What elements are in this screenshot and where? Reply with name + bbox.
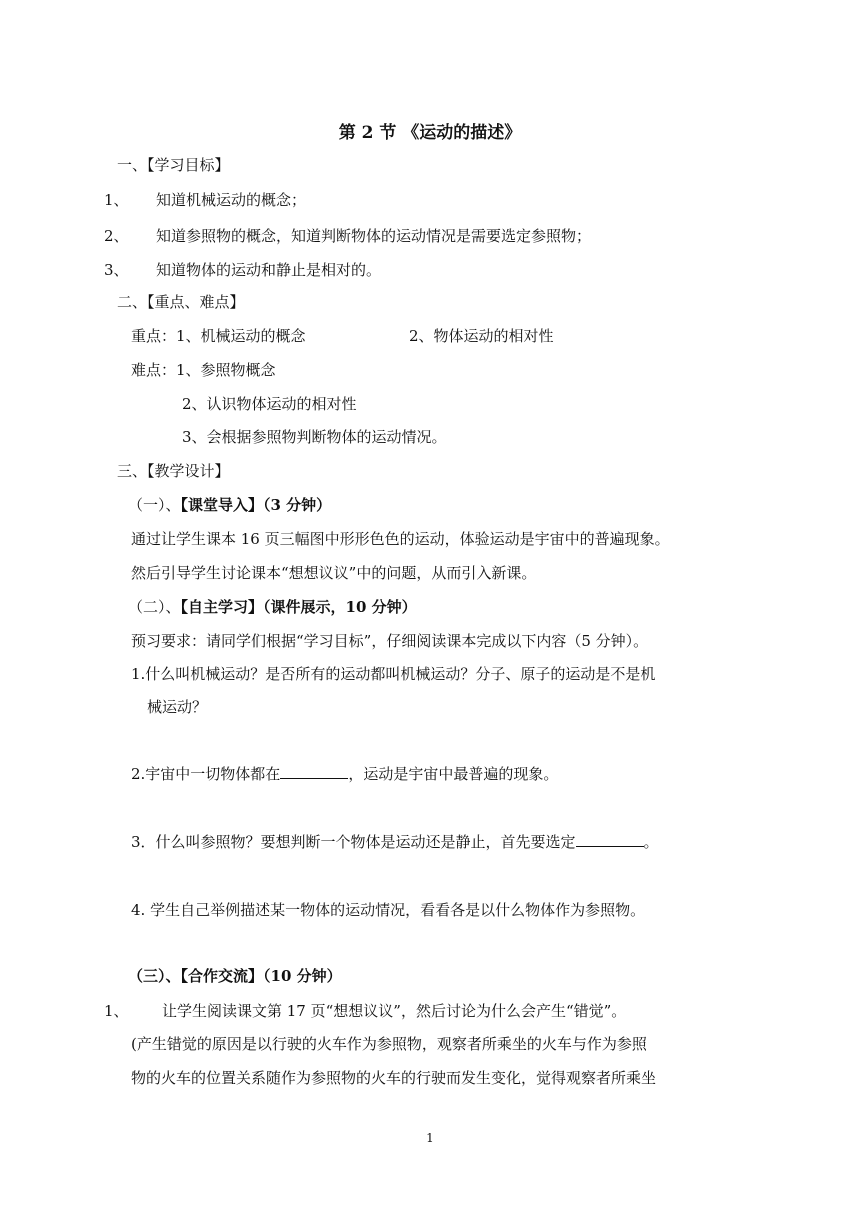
goal-text: 知道物体的运动和静止是相对的。 — [156, 261, 382, 279]
question-2-text-after: ，运动是宇宙中最普遍的现象。 — [348, 765, 559, 783]
question-3 — [131, 832, 659, 852]
goal-number: 1、 — [104, 191, 129, 209]
cooperation-item-1 — [104, 1001, 627, 1021]
question-2 — [131, 764, 558, 784]
page-title: 第 2 节 《运动的描述》 — [338, 123, 522, 143]
intro-heading-prefix: （一）、 — [128, 496, 181, 514]
question-3-text-after: 。 — [643, 833, 659, 851]
cooperation-item-number: 1、 — [104, 1002, 129, 1020]
cooperation-item-text: 让学生阅读课文第 17 页“想想议议”，然后讨论为什么会产生“错觉”。 — [162, 1002, 627, 1020]
page-number: 1 — [426, 1131, 434, 1145]
cooperation-paragraph-line-2: 物的火车的位置关系随作为参照物的火车的行驶而发生变化，觉得观察者所乘坐 — [131, 1069, 657, 1087]
goal-item-1 — [104, 190, 307, 210]
question-1-line-2: 械运动？ — [147, 698, 208, 716]
goal-item-2 — [104, 226, 592, 246]
goals-heading: 一、【学习目标】 — [117, 156, 230, 174]
intro-heading — [128, 495, 331, 515]
question-2-text-before: 2.宇宙中一切物体都在 — [131, 765, 281, 783]
goal-text: 知道机械运动的概念； — [156, 191, 307, 209]
intro-paragraph-line-1: 通过让学生课本 16 页三幅图中形形色色的运动，体验运动是宇宙中的普遍现象。 — [131, 530, 670, 548]
answer-blank[interactable] — [576, 832, 644, 847]
question-1-line-1: 1.什么叫机械运动？是否所有的运动都叫机械运动？分子、原子的运动是不是机 — [131, 665, 656, 683]
goal-item-3 — [104, 260, 382, 280]
key-heading: 二、【重点、难点】 — [117, 293, 245, 311]
goal-text: 知道参照物的概念，知道判断物体的运动情况是需要选定参照物； — [156, 227, 592, 245]
design-heading: 三、【教学设计】 — [117, 462, 230, 480]
intro-paragraph-line-2: 然后引导学生讨论课本“想想议议”中的问题，从而引入新课。 — [131, 564, 537, 582]
question-3-text-before: 3．什么叫参照物？要想判断一个物体是运动还是静止，首先要选定 — [131, 833, 576, 851]
intro-heading-label: 【课堂导入】（3 分钟） — [180, 496, 332, 514]
difficult-point-3: 3、会根据参照物判断物体的运动情况。 — [182, 428, 447, 446]
answer-blank[interactable] — [280, 764, 348, 779]
difficult-point-1: 难点：1、参照物概念 — [131, 361, 276, 379]
question-4: 4. 学生自己举例描述某一物体的运动情况，看看各是以什么物体作为参照物。 — [131, 901, 646, 919]
self-study-heading — [128, 597, 417, 617]
cooperation-heading: （三）、【合作交流】（10 分钟） — [128, 967, 342, 985]
key-point-1: 重点：1、机械运动的概念 — [131, 327, 306, 345]
self-study-heading-prefix: （二）、 — [128, 598, 181, 616]
key-point-2: 2、物体运动的相对性 — [409, 327, 554, 345]
cooperation-paragraph-line-1: (产生错觉的原因是以行驶的火车作为参照物，观察者所乘坐的火车与作为参照 — [131, 1035, 647, 1053]
difficult-point-2: 2、认识物体运动的相对性 — [182, 395, 357, 413]
goal-number: 3、 — [104, 261, 129, 279]
preview-requirement: 预习要求：请同学们根据“学习目标”，仔细阅读课本完成以下内容（5 分钟）。 — [131, 632, 649, 650]
self-study-heading-label: 【自主学习】（课件展示，10 分钟） — [180, 598, 417, 616]
goal-number: 2、 — [104, 227, 129, 245]
